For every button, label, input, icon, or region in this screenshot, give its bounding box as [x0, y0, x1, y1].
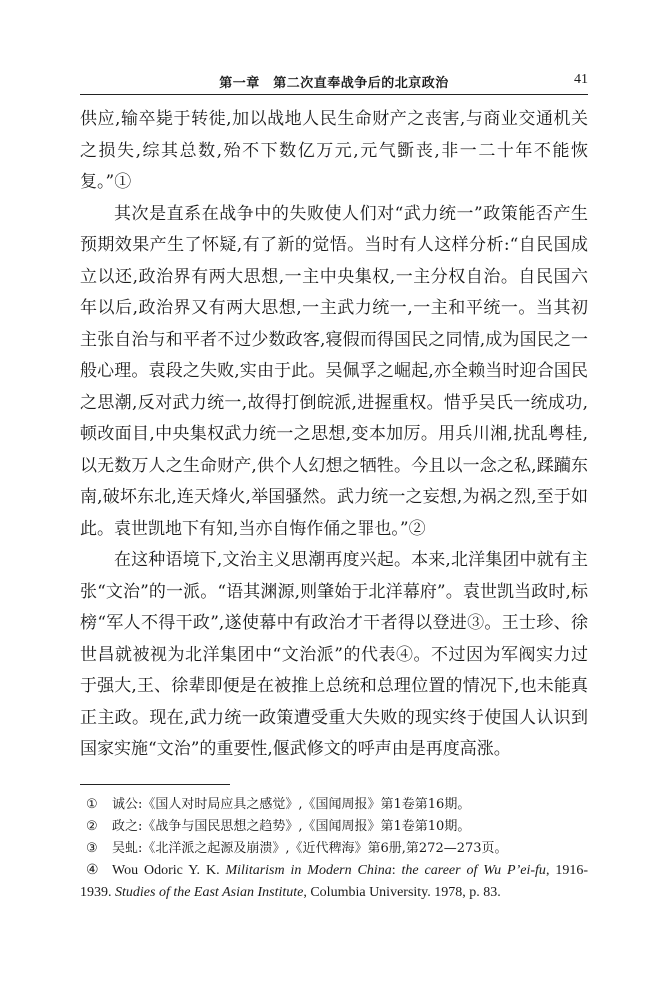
footnote-series: Studies of the East Asian Institute: [115, 885, 304, 900]
footnote-text: 政之:《战争与国民思想之趋势》,《国闻周报》第1卷第10期。: [112, 819, 471, 834]
footnote-mark: ④: [86, 863, 99, 878]
footnote-mark: ②: [86, 819, 98, 834]
footnote-book-title: Militarism in Modern China: [225, 863, 392, 878]
body-text: [80, 104, 588, 766]
footnote-book-subtitle: the career of Wu P’ei-fu: [401, 863, 546, 878]
running-header: [80, 70, 588, 92]
footnote-3: [80, 838, 588, 860]
footnotes: [80, 794, 588, 904]
footnote-author: Wou Odoric Y. K.: [112, 863, 220, 878]
footnote-separator: :: [391, 863, 402, 878]
footnote-text: 吴虬:《北洋派之起源及崩溃》,《近代稗海》第6册,第272—273页。: [112, 841, 508, 856]
footnote-4: [80, 860, 588, 904]
paragraph-2: 其次是直系在战争中的失败使人们对“武力统一”政策能否产生预期效果产生了怀疑,有了新的觉悟。当时有人这样分析:“自民国成立以还,政治界有两大思想,一主中央集权,一主分权自治。自民国六年以后,政治界又有两大思想,一主武力统一,一主和平统一。当其初主张自治与和平者不过少数政客,寝假而得国民之同情,成为国民之一般心理。袁段之失败,实由于此。吴佩孚之崛起,亦全赖当时迎合国民之思潮,反对武力统一,故得打倒皖派,进握重权。惜乎吴氏一统成功,顿改面目,中央集权武力统一之思想,变本加厉。用兵川湘,扰乱粤桂,以无数万人之生命财产,供个人幻想之牺牲。今且以一念之私,蹂躏东南,破坏东北,连天烽火,举国骚然。武力统一之妄想,为祸之烈,至于如此。袁世凯地下有知,当亦自悔作俑之罪也。”②: [80, 203, 588, 539]
paragraph-3: 在这种语境下,文治主义思潮再度兴起。本来,北洋集团中就有主张“文治”的一派。“语其渊源,则肇始于北洋幕府”。袁世凯当政时,标榜“军人不得干政”,遂使幕中有政治才干者得以登进③。王士珍、徐世昌就被视为北洋集团中“文治派”的代表④。不过因为军阀实力过于强大,王、徐辈即便是在被推上总统和总理位置的情况下,也未能真正主政。现在,武力统一政策遭受重大失败的现实终于使国人认识到国家实施“文治”的重要性,偃武修文的呼声由是再度高涨。: [80, 550, 588, 759]
footnote-2: [80, 816, 588, 838]
header-rule: [80, 94, 588, 95]
footnote-text: 诚公:《国人对时局应具之感觉》,《国闻周报》第1卷第16期。: [112, 797, 471, 812]
footnote-years: , 1916-1939.: [80, 863, 589, 900]
footnote-mark: ③: [86, 841, 98, 856]
paragraph-1: 供应,输卒毙于转徙,加以战地人民生命财产之丧害,与商业交通机关之损失,综其总数,殆不下数亿万元,元气斵丧,非一二十年不能恢复。”①: [80, 109, 588, 192]
footnote-mark: ①: [86, 797, 98, 812]
footnote-1: [80, 794, 588, 816]
chapter-title: 第一章 第二次直奉战争后的北京政治: [219, 76, 449, 91]
page-number: 41: [574, 72, 588, 87]
footnote-publisher: , Columbia University. 1978, p. 83.: [303, 885, 501, 900]
footnote-rule: [80, 784, 230, 785]
